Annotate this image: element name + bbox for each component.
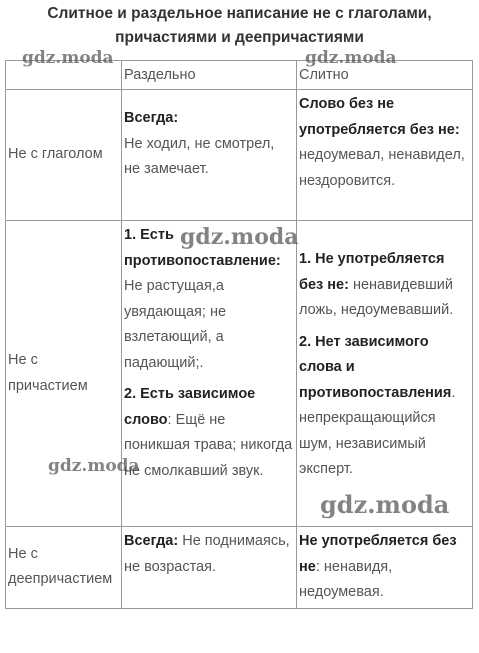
verb-separate-examples: Не ходил, не смотрел, не замечает. bbox=[124, 135, 275, 177]
cell-verb-joined bbox=[297, 90, 473, 221]
participle-joined-examples-1: ненавидевший ложь, недоумевавший. bbox=[299, 276, 454, 318]
cell-participle-joined bbox=[297, 221, 473, 527]
participle-separate-rule-1: 1. Есть противопоставление: bbox=[124, 227, 281, 269]
gerund-separate-rule: Всегда: bbox=[124, 533, 179, 549]
cell-participle-separate bbox=[122, 221, 297, 527]
table-row-gerund bbox=[6, 527, 473, 609]
watermark-logo: gdz.moda bbox=[22, 48, 114, 68]
table-row-participle bbox=[6, 221, 473, 527]
row-label-verb: Не с глаголом bbox=[6, 90, 122, 221]
cell-verb-separate bbox=[122, 90, 297, 221]
watermark-logo: gdz.moda bbox=[320, 490, 450, 519]
cell-gerund-joined bbox=[297, 527, 473, 609]
participle-joined-examples-2: . непрекращающийся шум, независимый эксперт. bbox=[299, 384, 456, 477]
participle-joined-rule-1: 1. Не употребляется без не: bbox=[299, 251, 445, 293]
gerund-joined-examples: : ненавидя, недоумевая. bbox=[299, 558, 393, 600]
rules-table bbox=[5, 60, 473, 609]
table-row-verb bbox=[6, 90, 473, 221]
row-label-gerund: Не с деепричастием bbox=[6, 527, 122, 609]
gerund-separate-examples: Не поднимаясь, не возрастая. bbox=[124, 533, 290, 575]
watermark-logo: gdz.moda bbox=[48, 456, 140, 476]
participle-separate-examples-2: : Ещё не поникшая трава; никогда не смолкавший звук. bbox=[124, 411, 293, 479]
participle-separate-examples-1: Не растущая,а увядающая; не взлетающий, а падающий;. bbox=[124, 278, 227, 371]
header-separate: Раздельно bbox=[122, 61, 297, 90]
page-title-line-1: Слитное и раздельное написание не с глаголами, bbox=[47, 5, 432, 22]
watermark-logo: gdz.moda bbox=[305, 48, 397, 68]
page-title-line-2: причастиями и деепричастиями bbox=[115, 29, 364, 46]
row-label-participle: Не с причастием bbox=[6, 221, 122, 527]
gerund-joined-rule: Не употребляется без не bbox=[299, 533, 457, 575]
watermark-logo: gdz.moda bbox=[180, 224, 299, 250]
verb-separate-rule: Всегда: bbox=[124, 110, 179, 126]
verb-joined-examples: недоумевал, ненавидел, нездоровится. bbox=[299, 147, 465, 189]
header-joined: Слитно bbox=[297, 61, 473, 90]
verb-joined-rule: Слово без не употребляется без не: bbox=[299, 96, 460, 138]
participle-separate-rule-2: 2. Есть зависимое слово bbox=[124, 386, 256, 428]
participle-joined-rule-2: 2. Нет зависимого слова и противопоставления bbox=[299, 333, 452, 401]
cell-gerund-separate bbox=[122, 527, 297, 609]
